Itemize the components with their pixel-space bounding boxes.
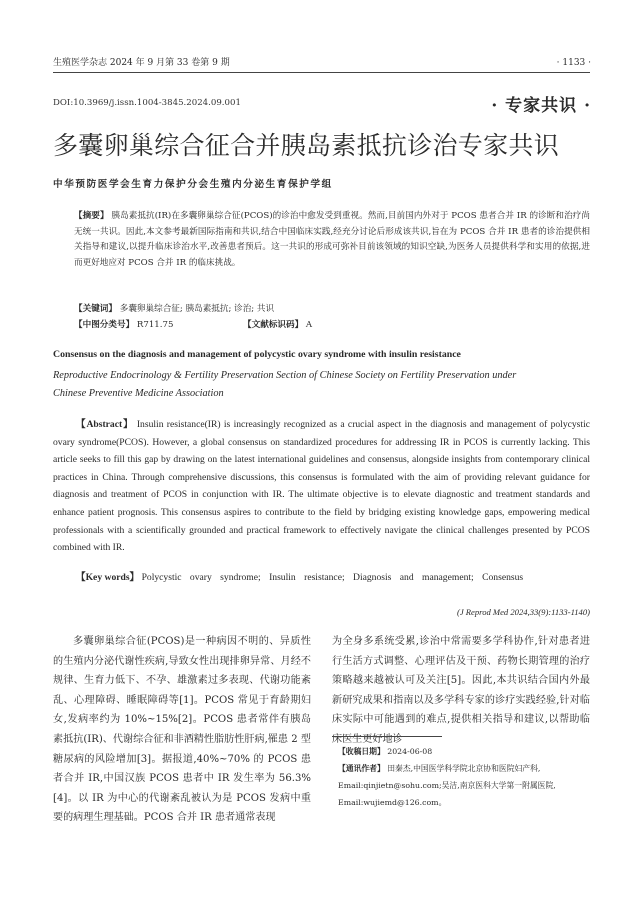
abstract-cn-text: 胰岛素抵抗(IR)在多囊卵巢综合征(PCOS)的诊治中愈发受到重视。然而,目前国内外对于 PCOS 患者合并 IR 的诊断和治疗尚无统一共识。因此,本文参考最新国际指南和共识,结合中国临床实践,经充分讨论后形成该共识,旨在为 PCOS 合并 IR 患者的诊治提供相关指导和建议,以提升临床诊治水平,改善患者预后。这一共识的形成可弥补目前该领域的知识空缺,为医务人员提供科学和实用的依据,进而更好地应对 PCOS 合并 IR 的临床挑战。 xyxy=(74,211,590,268)
keywords-cn-text: 多囊卵巢综合征; 胰岛素抵抗; 诊治; 共识 xyxy=(119,304,275,314)
keywords-en-text: Polycystic ovary syndrome; Insulin resistance; Diagnosis and management; Consensus xyxy=(141,572,524,583)
authors-en-line1: Reproductive Endocrinology & Fertility Preservation Section of Chinese Society on Fertility Preservation under xyxy=(53,370,517,381)
doc-code-label: 【文献标识码】 xyxy=(243,320,304,330)
abstract-en-text: Insulin resistance(IR) is increasingly recognized as a crucial aspect in the diagnosis and management of polycystic ovary syndrome(PCOS). However, a global consensus on standardized procedures for addressing IR in PCOS is currently lacking. This article seeks to fill this gap by drawing on the latest international guidelines and consensus, alongside insights from contemporary clinical practices in China. Through comprehensive discussions, this consensus is formulated with the aim of providing relevant guidance for diagnosis and treatment of PCOS in conjunction with IR. The ultimate objective is to elevate diagnostic and treatment standards and enhance patient prognosis. This consensus aspires to contribute to the field by bridging existing knowledge gaps, empowering medical professionals with a scientifically grounded and practical framework to effectively navigate the clinical challenges presented by PCOS combined with IR. xyxy=(53,419,591,554)
corr-label: 【通讯作者】 xyxy=(338,764,385,773)
received-date xyxy=(338,743,590,760)
clc-value: R711.75 xyxy=(136,320,174,330)
journal-header: 生殖医学杂志 2024 年 9 月第 33 卷第 9 期 xyxy=(53,58,230,68)
article-title-en: Consensus on the diagnosis and management of polycystic ovary syndrome with insulin resistance xyxy=(53,349,461,360)
received-value: 2024-06-08 xyxy=(387,747,433,756)
doc-code-value: A xyxy=(305,320,313,330)
body-left-column: 多囊卵巢综合征(PCOS)是一种病因不明的、异质性的生殖内分泌代谢性疾病,导致女性出现排卵异常、月经不规律、生育力低下、不孕、雄激素过多表现、代谢功能紊乱、心理障碍、睡眠障碍等[1]。PCOS 常见于育龄期妇女,发病率约为 10%~15%[2]。PCOS 患者常伴有胰岛素抵抗(IR)、代谢综合征和非酒精性脂肪性肝病,罹患 2 型糖尿病的风险增加[3]。据报道,40%~70% 的 PCOS 患者合并 IR,中国汉族 PCOS 患者中 IR 发生率为 56.3%[4]。以 IR 为中心的代谢紊乱被认为是 PCOS 发病中重要的病理生理基础。PCOS 合并 IR 患者通常表现 xyxy=(53,636,311,824)
clc-label: 【中图分类号】 xyxy=(74,320,135,330)
footnote-rule xyxy=(332,736,442,737)
header-rule xyxy=(53,72,590,73)
page-number: · 1133 · xyxy=(556,58,591,68)
section-tag: · 专家共识 · xyxy=(491,96,591,116)
footnote xyxy=(338,743,590,811)
authors-cn: 中华预防医学会生育力保护分会生殖内分泌生育保护学组 xyxy=(53,179,333,190)
keywords-cn xyxy=(74,302,274,318)
body-right-column: 为全身多系统受累,诊治中常需要多学科协作,针对患者进行生活方式调整、心理评估及干预、药物长期管理的治疗策略越来越被认可及关注[5]。因此,本共识结合国内外最新研究成果和指南以及多学科专家的诊疗实践经验,针对临床实际中可能遇到的难点,提供相关指导和建议,以帮助临床医生更好地诊 xyxy=(332,636,590,745)
authors-en-line2: Chinese Preventive Medicine Association xyxy=(53,388,224,399)
corresponding-author xyxy=(338,760,590,777)
doc-code xyxy=(243,318,312,334)
clc-number xyxy=(74,318,173,334)
keywords-cn-label: 【关键词】 xyxy=(74,304,117,314)
article-title-cn: 多囊卵巢综合征合并胰岛素抵抗诊治专家共识 xyxy=(53,131,560,160)
corr-line-1: 田秦杰,中国医学科学院北京协和医院妇产科, xyxy=(387,764,541,773)
keywords-en xyxy=(53,569,590,587)
doi: DOI:10.3969/j.issn.1004-3845.2024.09.001 xyxy=(53,98,241,108)
keywords-en-label: 【Key words】 xyxy=(76,572,140,583)
citation: (J Reprod Med 2024,33(9):1133-1140) xyxy=(456,607,590,617)
received-label: 【收稿日期】 xyxy=(338,747,385,756)
corr-line-3: Email:wujiemd@126.com。 xyxy=(338,798,447,807)
abstract-en xyxy=(53,416,590,557)
abstract-en-label: 【Abstract】 xyxy=(76,419,134,430)
abstract-cn xyxy=(74,209,590,271)
abstract-cn-label: 【摘要】 xyxy=(74,211,109,221)
corr-line-2: Email:qinjietn@sohu.com;吴洁,南京医科大学第一附属医院, xyxy=(338,781,556,790)
